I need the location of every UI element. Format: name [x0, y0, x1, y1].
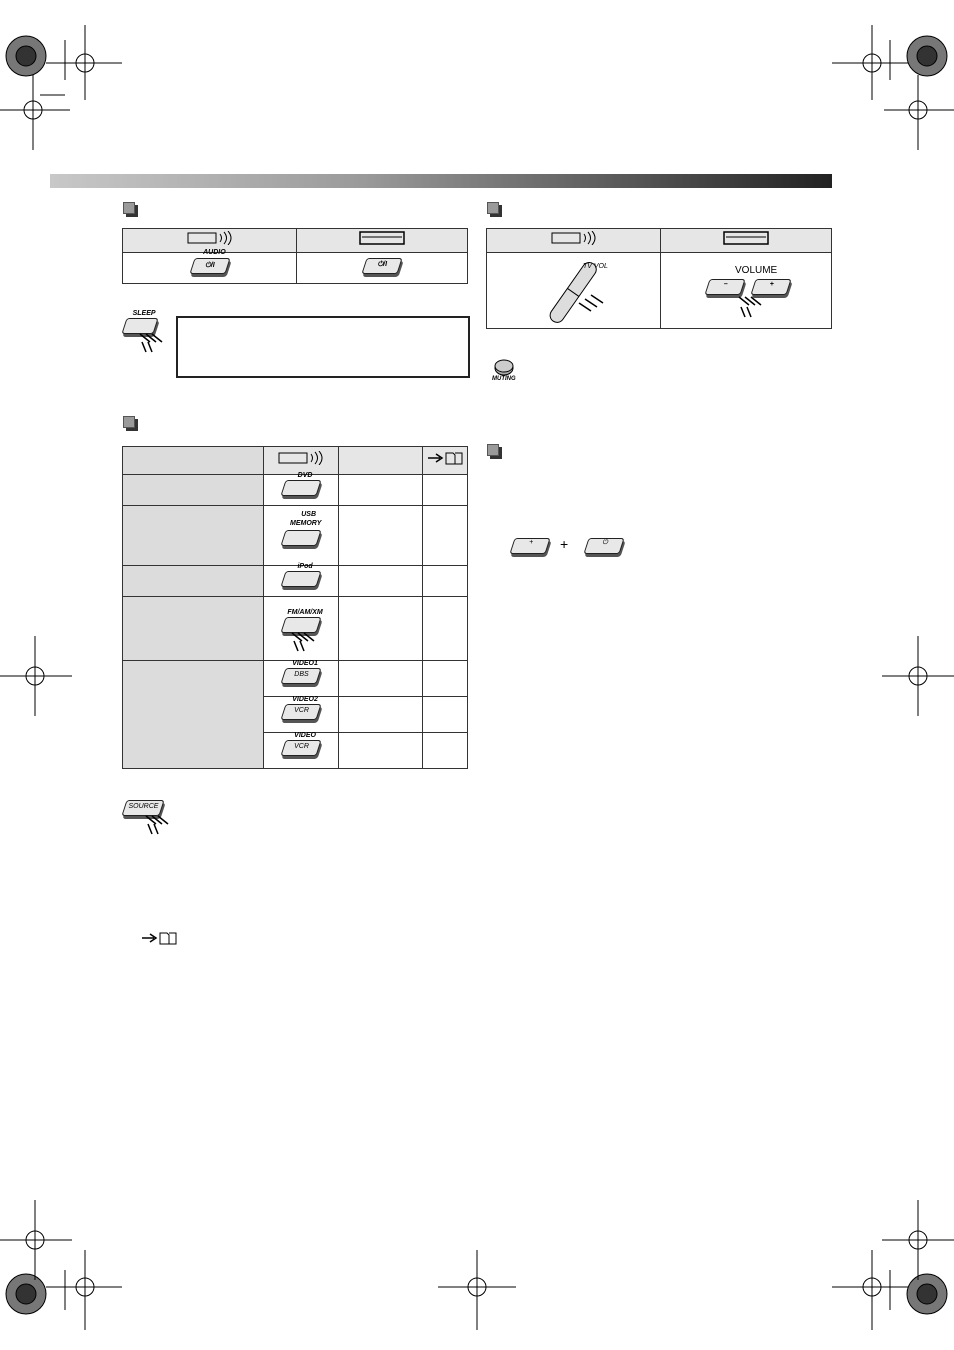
- power-table: [122, 228, 468, 284]
- video-button-cell: [264, 733, 339, 769]
- ipod-button[interactable]: [280, 562, 321, 587]
- video2-sub-label: VCR: [294, 707, 309, 714]
- unit-volume-cell: [661, 253, 832, 329]
- source-video-name: [123, 661, 264, 769]
- reset-power-label: ⏻: [602, 539, 608, 546]
- video2-display-cell: [339, 697, 423, 733]
- ipod-display-cell: [339, 566, 423, 597]
- source-ipod-name: [123, 566, 264, 597]
- tuner-label: FM/AM/XM: [287, 608, 323, 616]
- remote-column-header: [487, 229, 661, 253]
- volume-up-button[interactable]: [750, 279, 791, 295]
- reset-plus-button[interactable]: [509, 538, 550, 554]
- muting-label: MUTING: [492, 376, 516, 382]
- video2-button-cell: [264, 697, 339, 733]
- video-sub-label: VCR: [294, 743, 309, 750]
- usb-memory-button[interactable]: [280, 511, 322, 546]
- video1-button-cell: [264, 661, 339, 697]
- video-display-cell: [339, 733, 423, 769]
- muting-round-button-icon: [492, 358, 516, 376]
- dvd-button-cell: [264, 471, 339, 506]
- source-name-header: [123, 447, 264, 475]
- reference-column-header: [423, 447, 468, 475]
- unit-power-button[interactable]: [361, 258, 402, 274]
- video-ref-cell: [423, 733, 468, 769]
- tuner-button-cell: [264, 597, 339, 661]
- usb-ref-cell: [423, 506, 468, 566]
- combine-sign: +: [560, 536, 569, 552]
- remote-volume-cell: [487, 253, 661, 329]
- section-marker-power: [123, 202, 135, 214]
- video1-display-cell: [339, 661, 423, 697]
- display-column-header: [339, 447, 423, 475]
- video1-sub-label: DBS: [294, 671, 309, 678]
- dvd-label: DVD: [297, 471, 313, 479]
- remote-control-icon: [278, 451, 324, 465]
- dvd-ref-cell: [423, 475, 468, 506]
- source-tuner-name: [123, 597, 264, 661]
- muting-button[interactable]: [492, 358, 526, 388]
- ipod-button-cell: [264, 562, 339, 597]
- video2-ref-cell: [423, 697, 468, 733]
- reset-combination: [510, 536, 640, 556]
- tv-vol-label: TV VOL: [583, 263, 608, 270]
- audio-power-cell: [123, 248, 297, 284]
- press-arrow-icon: [144, 814, 174, 836]
- section-marker-volume: [487, 202, 499, 214]
- dvd-display-cell: [339, 475, 423, 506]
- source-dvd-name: [123, 475, 264, 506]
- page-reference-icon: [426, 450, 464, 466]
- dvd-button[interactable]: [280, 471, 321, 496]
- section-marker-source: [123, 416, 135, 428]
- source-usb-name: [123, 506, 264, 566]
- source-button[interactable]: [124, 800, 174, 840]
- unit-power-cell: [297, 253, 468, 284]
- reset-plus-label: +: [529, 539, 534, 546]
- volume-table: [486, 228, 832, 329]
- audio-button-label: AUDIO: [202, 248, 226, 256]
- sleep-label: SLEEP: [132, 310, 156, 317]
- section-marker-reset: [487, 444, 499, 456]
- source-label: SOURCE: [128, 803, 159, 810]
- memory-label: MEMORY: [290, 520, 322, 527]
- video-label: VIDEO: [294, 732, 316, 739]
- sleep-button[interactable]: [124, 310, 168, 358]
- source-table: [122, 446, 468, 769]
- reset-power-button[interactable]: [583, 538, 624, 554]
- volume-label: VOLUME: [735, 265, 778, 276]
- video1-ref-cell: [423, 661, 468, 697]
- audio-button-sub: ⏻/I: [204, 261, 215, 269]
- page-reference-icon: [140, 930, 180, 946]
- tuner-ref-cell: [423, 597, 468, 661]
- press-arrow-icon: [290, 631, 320, 655]
- usb-button-cell: [264, 506, 339, 566]
- usb-display-cell: [339, 506, 423, 566]
- receiver-unit-icon: [723, 230, 769, 246]
- unit-power-label: ⏻/I: [377, 260, 388, 268]
- video-button[interactable]: [280, 732, 321, 756]
- video2-button[interactable]: [280, 696, 321, 720]
- press-arrow-icon: [737, 295, 767, 321]
- remote-column-header: [264, 447, 339, 475]
- audio-power-button[interactable]: [189, 248, 230, 274]
- ipod-label: iPod: [297, 562, 313, 570]
- sleep-note-box: [176, 316, 470, 378]
- plus-label: +: [769, 281, 774, 288]
- receiver-column-header: [661, 229, 832, 253]
- receiver-unit-icon: [359, 230, 405, 246]
- remote-control-icon: [551, 231, 597, 245]
- ipod-ref-cell: [423, 566, 468, 597]
- press-arrow-icon: [138, 332, 168, 354]
- usb-label: USB: [301, 511, 317, 518]
- tuner-display-cell: [339, 597, 423, 661]
- receiver-column-header: [297, 229, 468, 253]
- header-gradient-bar: [50, 174, 832, 188]
- volume-down-button[interactable]: [704, 279, 745, 295]
- remote-control-icon: [187, 231, 233, 245]
- minus-label: –: [723, 281, 728, 288]
- video1-button[interactable]: [280, 660, 321, 684]
- video1-label: VIDEO1: [292, 660, 318, 667]
- video2-label: VIDEO2: [292, 696, 318, 703]
